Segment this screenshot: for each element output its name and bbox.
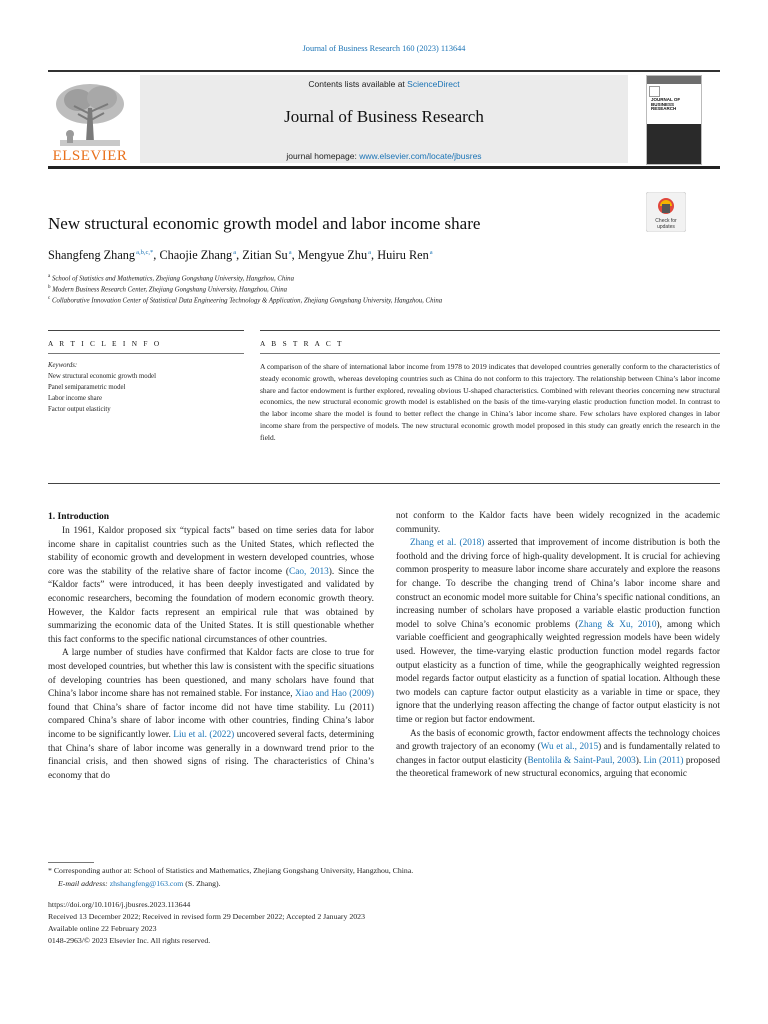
abstract-end-rule bbox=[48, 483, 720, 484]
author-name[interactable]: Shangfeng Zhang bbox=[48, 248, 136, 262]
available-online-date: Available online 22 February 2023 bbox=[48, 924, 157, 933]
author-affiliation-marker[interactable]: a bbox=[368, 248, 372, 256]
footnote-rule bbox=[48, 862, 94, 863]
keyword: New structural economic growth model bbox=[48, 373, 156, 380]
journal-name: Journal of Business Research bbox=[284, 107, 484, 126]
author-affiliation-marker[interactable]: a bbox=[233, 248, 237, 256]
elsevier-wordmark: ELSEVIER bbox=[52, 148, 128, 164]
svg-text:updates: updates bbox=[657, 224, 675, 230]
affiliation-marker: a bbox=[48, 274, 51, 279]
section-heading-introduction: 1. Introduction bbox=[48, 512, 110, 522]
article-info-heading: A R T I C L E I N F O bbox=[48, 339, 162, 348]
text-run: As the basis of economic growth, factor endowment affects the technology choices and growth trajectory of an economy ( bbox=[396, 728, 720, 753]
affiliation bbox=[48, 274, 708, 282]
body-column-left bbox=[48, 525, 374, 783]
citation-link[interactable]: Lin (2011) bbox=[643, 755, 684, 766]
svg-text:Check for: Check for bbox=[655, 218, 677, 224]
citation-link[interactable]: Wu et al., 2015 bbox=[540, 742, 599, 753]
citation-link[interactable]: Cao, 2013 bbox=[289, 566, 329, 577]
homepage-prefix: journal homepage: bbox=[286, 151, 360, 161]
affiliation-marker: c bbox=[48, 296, 51, 301]
text-run: not conform to the Kaldor facts have been widely recognized in the academic community. bbox=[396, 511, 720, 535]
affiliation-text: School of Statistics and Mathematics, Zhejiang Gongshang University, Hangzhou, China bbox=[51, 275, 294, 283]
keywords-label: Keywords: bbox=[48, 362, 78, 369]
keyword: Labor income share bbox=[48, 395, 102, 402]
author-name[interactable]: Chaojie Zhang bbox=[159, 248, 233, 262]
email-link[interactable]: zhshangfeng@163.com bbox=[109, 879, 184, 888]
text-run: ). Since the “Kaldor facts” were introduced, it has been deeply investigated and validated by economic researchers, becoming the foundation of modern economic growth theory. However, the Kaldor facts represent an empirical rule that was obtained by summarizing the economic data of the United States. It is still questionable whether this fact conforms to the specific national circumstances of other countries. bbox=[48, 566, 374, 645]
received-dates: Received 13 December 2022; Received in revised form 29 December 2022; Accepted 2 January 2023 bbox=[48, 912, 365, 921]
citation-link[interactable]: Liu et al. (2022) bbox=[173, 729, 235, 740]
cover-bar bbox=[647, 76, 701, 84]
cover-dark-block bbox=[647, 124, 701, 164]
text-run: proposed the theoretical framework of new structural economics, arguing that economic bbox=[396, 755, 720, 780]
header-rule bbox=[48, 70, 720, 72]
paragraph bbox=[396, 537, 720, 727]
affiliation bbox=[48, 285, 708, 293]
journal-cover-thumbnail[interactable] bbox=[646, 75, 702, 165]
paragraph bbox=[396, 510, 720, 537]
article-info-rule-lower bbox=[48, 353, 244, 354]
affiliation bbox=[48, 296, 708, 304]
body-column-right bbox=[396, 510, 720, 782]
corresponding-author-note: * Corresponding author at: School of Statistics and Mathematics, Zhejiang Gongshang University, Hangzhou, China. bbox=[48, 866, 414, 875]
article-info-rule bbox=[48, 330, 244, 331]
keyword: Panel semiparametric model bbox=[48, 384, 126, 391]
contents-line bbox=[140, 79, 628, 89]
author-list: Shangfeng Zhang $^{a,b,c,*}$, Chaojie Zhang $^a$, Zitian Su $^a$, Mengyue Zhu $^a$, Huiru Ren $^a$ bbox=[48, 248, 433, 262]
author-affiliation-marker[interactable]: a,b,c,* bbox=[136, 248, 154, 256]
email-label: E-mail address: bbox=[58, 879, 110, 888]
homepage-link[interactable]: www.elsevier.com/locate/jbusres bbox=[359, 151, 482, 161]
abstract-text: A comparison of the share of international labor income from 1978 to 2019 indicates that developed countries generally conform to the characteristics of steady economic growth, whereas developing countries such as China do not conform to this trajectory. The relationship between China’s labor income share and factor endowment is further explored, revealing obvious U-shaped characteristics. Combined with relevant theories concerning new structural economics, the new structural economic growth model is established on the basis of the time-varying elastic production function model. In contrast to the labor income share the model is found to better reflect the change in China’s labor income share. Few scholars have explored changes in labor income share from the perspective of models. The new structural economic growth model proposed in this study can greatly enrich the research in the field. bbox=[260, 362, 720, 442]
text-run: ), among which variable coefficient and geographically weighted regression models have been widely used. However, the time-varying elastic production function model regards factor output elasticity as a function of time, while the geographically weighted regression model regards factor output elasticity as a function of spatial location. Although these two models can capture factor output elasticity as a variable in time or space, they ignore that the underlying reason affecting the change of factor output elasticity is not time or region but factor endowment. bbox=[396, 619, 720, 725]
email-note bbox=[58, 879, 718, 888]
paragraph bbox=[48, 525, 374, 647]
citation-link[interactable]: Xiao and Hao (2009) bbox=[295, 689, 374, 700]
text-run: ). bbox=[635, 755, 644, 766]
journal-citation[interactable]: Journal of Business Research 160 (2023) 113644 bbox=[302, 44, 466, 53]
cover-title: JOURNAL OF BUSINESS RESEARCH bbox=[651, 97, 681, 112]
text-run: A large number of studies have confirmed that Kaldor facts are close to true for most developed countries, but whether this law is consistent with the specific situations of developing countries has been questioned, and many scholars have found that China’s labor income share has not remained stable. For instance, bbox=[48, 648, 374, 700]
text-run: uncovered several facts, determining that China’s share of labor income was generally in a downward trend prior to the financial crisis, and then showed signs of rising. The characteristics of China’s economy that do bbox=[48, 729, 375, 781]
email-suffix: (S. Zhang). bbox=[183, 879, 221, 888]
cover-emblem bbox=[649, 86, 660, 97]
check-for-updates-icon[interactable] bbox=[646, 192, 686, 232]
masthead-rule bbox=[48, 166, 720, 169]
affiliation-text: Modern Business Research Center, Zhejiang Gongshang University, Hangzhou, China bbox=[52, 286, 287, 294]
citation-link[interactable]: Zhang et al. (2018) bbox=[410, 538, 485, 549]
paragraph bbox=[48, 647, 374, 783]
affiliation-text: Collaborative Innovation Center of Statistical Data Engineering Technology & Application, Zhejiang Gongshang University, Hangzhou, China bbox=[51, 297, 443, 305]
text-run: ) and is fundamentally related to changes in factor output elasticity ( bbox=[396, 742, 720, 766]
text-run: asserted that improvement of income distribution is both the foothold and the driving force of high-quality development. It is crucial for achieving common prosperity to measure labor income share accurately and explore the reasons for change. To describe the changing trend of China’s labor income share and construct an economic model more suitable for China’s specific national conditions, an increasing number of scholars have proposed a variable elastic production function model to solve China’s economic problems ( bbox=[396, 538, 720, 630]
sciencedirect-link[interactable]: ScienceDirect bbox=[407, 79, 460, 89]
keyword: Factor output elasticity bbox=[48, 406, 111, 413]
author-name[interactable]: Huiru Ren bbox=[377, 248, 429, 262]
affiliation-marker: b bbox=[48, 285, 51, 290]
homepage-line bbox=[140, 151, 628, 161]
author-name[interactable]: Zitian Su bbox=[242, 248, 288, 262]
abstract-rule bbox=[260, 330, 720, 331]
abstract-heading: A B S T R A C T bbox=[260, 339, 344, 348]
article-title: New structural economic growth model and labor income share bbox=[48, 214, 481, 233]
citation-link[interactable]: Bentolila & Saint-Paul, 2003 bbox=[527, 755, 636, 766]
contents-prefix: Contents lists available at bbox=[308, 79, 408, 89]
abstract-rule-lower bbox=[260, 353, 720, 354]
citation-link[interactable]: Zhang & Xu, 2010 bbox=[578, 619, 657, 630]
text-run: In 1961, Kaldor proposed six “typical facts” based on time series data for labor income share in capitalist countries such as the United States, which reflected the stability of economic growth and development in western developed countries, whose core was the stability of the relative share of factor income ( bbox=[48, 526, 374, 577]
author-affiliation-marker[interactable]: a bbox=[288, 248, 292, 256]
doi-link[interactable]: https://doi.org/10.1016/j.jbusres.2023.113644 bbox=[48, 900, 191, 909]
text-run: found that China’s share of factor income did not have time stability. Lu (2011) compared China’s share of labor income with other countries, finding China’s labor income to be significantly lower. bbox=[48, 702, 374, 740]
author-affiliation-marker[interactable]: a bbox=[429, 248, 433, 256]
author-name[interactable]: Mengyue Zhu bbox=[297, 248, 368, 262]
paragraph bbox=[396, 728, 720, 782]
copyright-line: 0148-2963/© 2023 Elsevier Inc. All rights reserved. bbox=[48, 936, 211, 945]
